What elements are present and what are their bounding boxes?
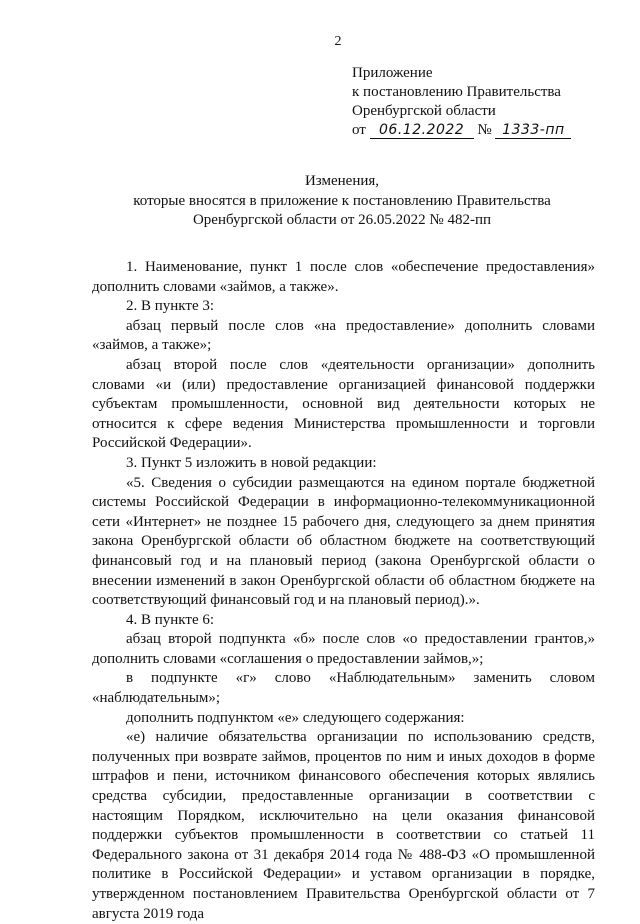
appendix-region-line: Оренбургской области <box>352 103 496 119</box>
date-field <box>370 122 474 139</box>
document-body <box>92 258 595 924</box>
title-line-2: которые вносятся в приложение к постановлению Правительства <box>133 192 551 209</box>
appendix-block <box>352 64 571 140</box>
paragraph: 3. Пункт 5 изложить в новой редакции: <box>126 454 377 471</box>
document-title <box>92 172 592 231</box>
paragraph: абзац второй подпункта «б» после слов «о предоставлении грантов,» дополнить словами «соглашения о предоставлении займов,»; <box>92 631 595 667</box>
date-prefix: от <box>352 122 366 138</box>
paragraph: в подпункте «г» слово «Наблюдательным» заменить словом «наблюдательным»; <box>92 670 595 707</box>
paragraph: абзац второй после слов «деятельности организации» дополнить словами «и (или) предоставление организацией финансовой поддержки субъектам промышленности, основной вид деятельности которых не относится к сфере ведения Министерства промышленности и торговли Российской Федерации». <box>92 356 595 452</box>
paragraph: 4. В пункте 6: <box>126 611 215 628</box>
paragraph: абзац первый после слов «на предоставление» дополнить словами «займов, а также»; <box>92 317 595 354</box>
title-line-1: Изменения, <box>304 173 380 189</box>
paragraph: 2. В пункте 3: <box>126 298 215 315</box>
appendix-label: Приложение <box>352 65 433 81</box>
number-prefix: № <box>477 122 492 138</box>
paragraph: 1. Наименование, пункт 1 после слов «обеспечение предоставления» дополнить словами «займов, а также». <box>92 259 595 295</box>
paragraph: «5. Сведения о субсидии размещаются на едином портале бюджетной системы Российской Федерации в информационно-телекоммуникационной сети «Интернет» не позднее 15 рабочего дня, следующего за днем принятия закона Оренбургской области об областном бюджете на соответствующий финансовый год и на плановый период (закона Оренбургской области о внесении изменений в закон Оренбургской области об областном бюджете на соответствующий финансовый год и на плановый период).». <box>92 474 595 609</box>
paragraph: дополнить подпунктом «е» следующего содержания: <box>126 709 465 726</box>
appendix-resolution-line: к постановлению Правительства <box>352 84 561 100</box>
appendix-date-line <box>352 121 571 140</box>
title-line-3: Оренбургской области от 26.05.2022 № 482-пп <box>192 212 492 228</box>
handwritten-date: 06.12.2022 <box>379 122 465 138</box>
number-field <box>495 122 571 139</box>
paragraph: «е) наличие обязательства организации по использованию средств, полученных при возврате займов, процентов по ним и иных доходов в форме штрафов и пени, источником финансового обеспечения которых являлись средства субсидии, предоставленные организации в соответствии с настоящим Порядком, исключительно на цели оказания финансовой поддержки субъектов промышленности в соответствии со статьей 11 Федерального закона от 31 декабря 2014 года № 488-ФЗ «О промышленной политике в Российской Федерации» и уставом организации в порядке, утвержденном постановлением Правительства Оренбургской области от 7 августа 2019 года <box>92 729 595 922</box>
page-number: 2 <box>334 34 342 49</box>
handwritten-number: 1333-пп <box>502 122 565 138</box>
